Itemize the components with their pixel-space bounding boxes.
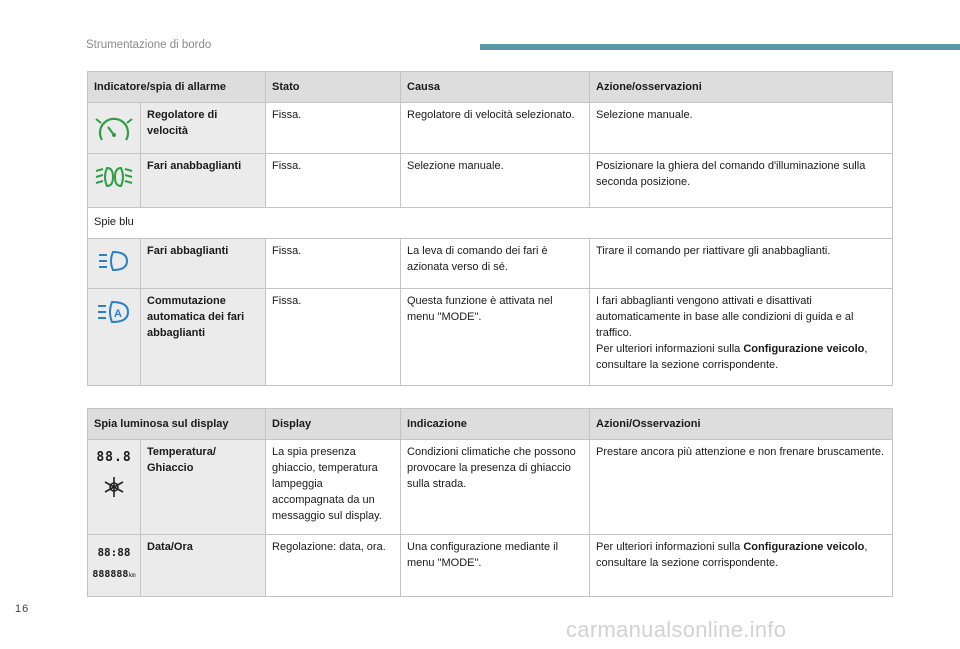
group-label-spie-blu: Spie blu xyxy=(88,208,893,239)
table-row xyxy=(88,440,893,535)
azione-cell: Selezione manuale. xyxy=(590,103,893,154)
table-row xyxy=(88,154,893,208)
indicator-name: Regolatore di velocità xyxy=(141,103,266,154)
indicator-name: Fari abbaglianti xyxy=(141,239,266,289)
azione-cell: Posizionare la ghiera del comando d'illuminazione sulla seconda posizione. xyxy=(590,154,893,208)
causa-cell: Questa funzione è attivata nel menu "MODE". xyxy=(401,289,590,386)
section-title: Strumentazione di bordo xyxy=(86,39,212,51)
odometer-unit: km xyxy=(128,572,136,579)
header-azioni: Azioni/Osservazioni xyxy=(590,409,893,440)
azione-cell xyxy=(590,289,893,386)
causa-cell: Selezione manuale. xyxy=(401,154,590,208)
header-display: Display xyxy=(266,409,401,440)
indicator-name: Commutazione automatica dei fari abbaglianti xyxy=(141,289,266,386)
azione-text: I fari abbaglianti vengono attivati e disattivati automaticamente in base alle condizioni di guida e al traffico. xyxy=(596,295,854,339)
ref-suffix: , consultare la sezione corrispondente. xyxy=(596,343,868,371)
icon-cell xyxy=(88,239,141,289)
clock-display-icon: 88:88 xyxy=(97,546,131,559)
indicazione-cell: Condizioni climatiche che possono provocare la presenza di ghiaccio sulla strada. xyxy=(401,440,590,535)
group-row xyxy=(88,208,893,239)
table-header-row xyxy=(88,409,893,440)
display-lights-table xyxy=(87,408,893,597)
indicator-name: Fari anabbaglianti xyxy=(141,154,266,208)
indicator-name: Temperatura/ Ghiaccio xyxy=(141,440,266,535)
speed-limiter-icon xyxy=(94,138,134,150)
azione-cell: Prestare ancora più attenzione e non frenare bruscamente. xyxy=(590,440,893,535)
odometer-digits: 888888 xyxy=(92,569,129,580)
indicazione-cell: Una configurazione mediante il menu "MODE". xyxy=(401,535,590,597)
svg-text:A: A xyxy=(114,308,122,320)
main-beam-icon xyxy=(97,264,131,276)
causa-cell: La leva di comando dei fari è azionata verso di sé. xyxy=(401,239,590,289)
header-azione: Azione/osservazioni xyxy=(590,72,893,103)
icon-cell xyxy=(88,289,141,386)
header-indicazione: Indicazione xyxy=(401,409,590,440)
indicator-name: Data/Ora xyxy=(141,535,266,597)
dipped-beam-icon xyxy=(94,181,134,193)
stato-cell: Fissa. xyxy=(266,239,401,289)
causa-cell: Regolatore di velocità selezionato. xyxy=(401,103,590,154)
page-number: 16 xyxy=(15,603,30,615)
ref-suffix: , consultare la sezione corrispondente. xyxy=(596,541,868,569)
auto-main-beam-icon xyxy=(96,308,132,328)
temperature-display-icon: 88.8 xyxy=(96,450,132,465)
display-cell: Regolazione: data, ora. xyxy=(266,535,401,597)
stato-cell: Fissa. xyxy=(266,103,401,154)
table-header-row xyxy=(88,72,893,103)
table-row xyxy=(88,103,893,154)
ref-link-configurazione-veicolo: Configurazione veicolo xyxy=(743,343,865,355)
header-indicatore: Indicatore/spia di allarme xyxy=(88,72,266,103)
azione-cell: Tirare il comando per riattivare gli anabbaglianti. xyxy=(590,239,893,289)
azione-cell xyxy=(590,535,893,597)
table-row xyxy=(88,535,893,597)
table-row xyxy=(88,239,893,289)
icon-cell xyxy=(88,440,141,535)
watermark: carmanualsonline.info xyxy=(566,617,787,642)
header-accent-bar xyxy=(480,44,960,50)
odometer-display-icon xyxy=(88,567,140,584)
ref-prefix: Per ulteriori informazioni sulla xyxy=(596,541,744,553)
header-stato: Stato xyxy=(266,72,401,103)
display-cell: La spia presenza ghiaccio, temperatura lampeggia accompagnata da un messaggio sul display. xyxy=(266,440,401,535)
icon-cell xyxy=(88,535,141,597)
snowflake-icon xyxy=(88,476,140,503)
header-spia: Spia luminosa sul display xyxy=(88,409,266,440)
table-row xyxy=(88,289,893,386)
ref-link-configurazione-veicolo: Configurazione veicolo xyxy=(743,541,865,553)
icon-cell xyxy=(88,154,141,208)
header-causa: Causa xyxy=(401,72,590,103)
stato-cell: Fissa. xyxy=(266,154,401,208)
icon-cell xyxy=(88,103,141,154)
warning-lights-table xyxy=(87,71,893,386)
ref-prefix: Per ulteriori informazioni sulla xyxy=(596,343,744,355)
stato-cell: Fissa. xyxy=(266,289,401,386)
